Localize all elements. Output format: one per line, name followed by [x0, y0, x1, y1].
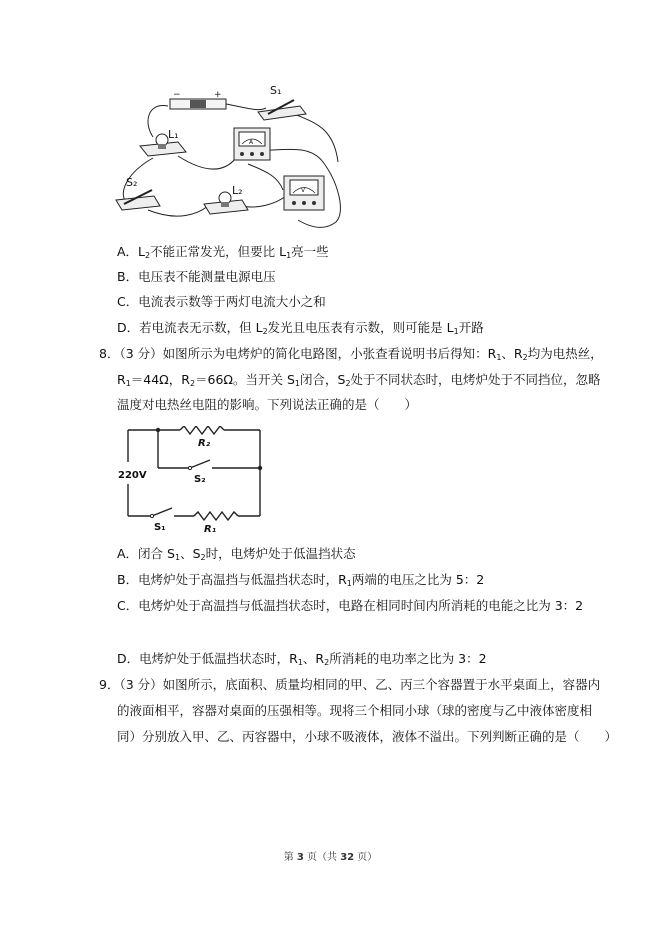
svg-text:A: A — [249, 139, 254, 146]
svg-text:R₁: R₁ — [204, 524, 217, 535]
switch-s2-icon — [116, 176, 160, 210]
q7-option-b: B．电压表不能测量电源电压 — [117, 269, 276, 284]
ammeter-icon — [234, 128, 270, 160]
svg-text:L₂: L₂ — [232, 184, 243, 197]
q9-stem-line2: 的液面相平，容器对桌面的压强相等。现将三个相同小球（球的密度与乙中液体密度相 — [117, 703, 593, 718]
q8-stem-line1: 8．（3 分）如图所示为电烤炉的简化电路图，小张查看说明书后得知：$R_1$、$R_2$均为电热丝， — [99, 346, 603, 362]
circuit-photo-figure — [108, 82, 348, 234]
svg-text:+: + — [214, 90, 222, 100]
lamp-l1-icon — [140, 128, 186, 156]
q7-option-a: A．$L_2$不能正常发光，但要比 $L_1$亮一些 — [117, 244, 329, 260]
svg-text:S₁: S₁ — [154, 522, 166, 533]
svg-text:S₂: S₂ — [194, 474, 206, 485]
q8-option-c: C．电烤炉处于高温挡与低温挡状态时，电路在相同时间内所消耗的电能之比为 3：2 — [117, 598, 584, 613]
battery-icon — [170, 90, 226, 109]
q9-stem-line3: 同）分别放入甲、乙、丙容器中，小球不吸液体，液体不溢出。下列判断正确的是（ ） — [117, 729, 618, 744]
svg-text:220V: 220V — [118, 470, 147, 481]
svg-text:L₁: L₁ — [168, 128, 179, 141]
svg-text:−: − — [173, 90, 181, 100]
q9-stem-line1: 9．（3 分）如图所示，底面积、质量均相同的甲、乙、丙三个容器置于水平桌面上，容器内 — [99, 677, 601, 692]
q7-option-d: D．若电流表无示数，但 $L_2$发光且电压表有示数，则可能是 $L_1$开路 — [117, 320, 484, 336]
svg-text:V: V — [301, 187, 306, 194]
q8-stem-line3: 温度对电热丝电阻的影响。下列说法正确的是（ ） — [117, 397, 418, 412]
lamp-l2-icon — [204, 184, 248, 214]
q8-option-a: A．闭合 $S_1$、$S_2$时，电烤炉处于低温挡状态 — [117, 546, 356, 562]
svg-text:S₂: S₂ — [126, 176, 138, 189]
oven-circuit-diagram — [118, 426, 268, 538]
q8-option-b: B．电烤炉处于高温挡与低温挡状态时，$R_1$两端的电压之比为 5：2 — [117, 572, 485, 588]
svg-text:S₁: S₁ — [270, 84, 282, 97]
q7-option-c: C．电流表示数等于两灯电流大小之和 — [117, 294, 326, 309]
switch-s1-icon — [258, 84, 306, 120]
voltmeter-icon — [284, 176, 324, 210]
q8-stem-line2: $R_1=44\Omega$，$R_2=66\Omega$。当开关 $S_1$闭合，$S_2$处于不同状态时，电烤炉处于不同挡位，忽略 — [117, 372, 601, 388]
svg-text:R₂: R₂ — [198, 438, 211, 449]
page-footer: 第 3 页（共 32 页） — [283, 852, 378, 863]
q8-option-d: D．电烤炉处于低温挡状态时，$R_1$、$R_2$所消耗的电功率之比为 3：2 — [117, 651, 487, 667]
